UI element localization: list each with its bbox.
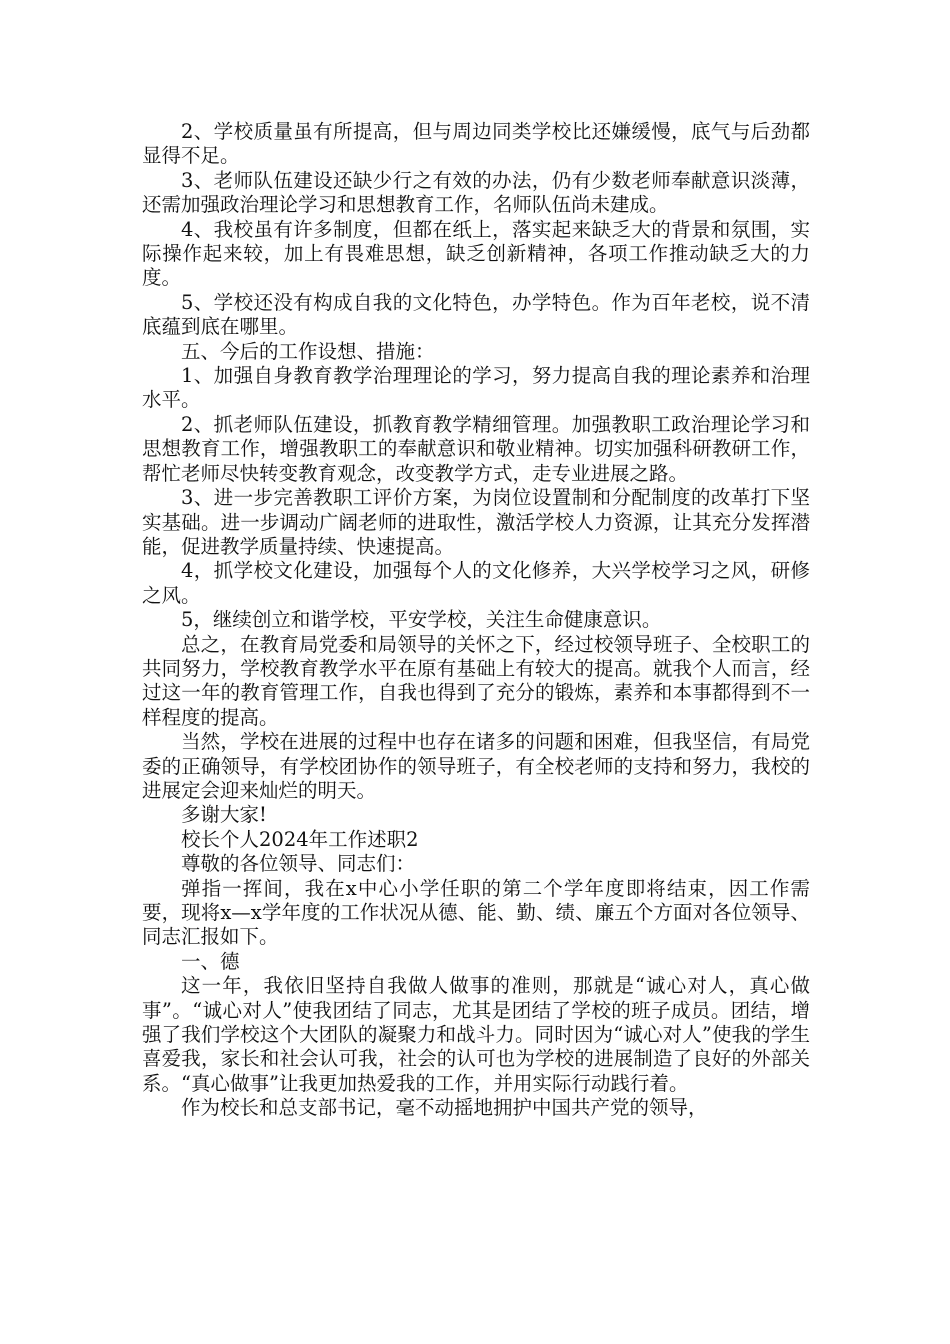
paragraph-1: 2、学校质量虽有所提高，但与周边同类学校比还嫌缓慢，底气与后劲都显得不足。 [142, 120, 810, 168]
salutation: 尊敬的各位领导、同志们： [181, 852, 416, 876]
document-body [142, 120, 810, 1121]
paragraph-14: 作为校长和总支部书记，毫不动摇地拥护中国共产党的领导， [181, 1096, 708, 1120]
document-title-2: 校长个人2024年工作述职2 [181, 827, 419, 851]
paragraph-9: 5，继续创立和谐学校，平安学校，关注生命健康意识。 [181, 608, 662, 632]
paragraph-5: 1、加强自身教育教学治理理论的学习，努力提高自我的理论素养和治理水平。 [142, 364, 810, 412]
section-heading-de: 一、德 [181, 949, 240, 973]
paragraph-7: 3、进一步完善教职工评价方案，为岗位设置制和分配制度的改革打下坚实基础。进一步调动广阔老师的进取性，激活学校人力资源，让其充分发挥潜能，促进教学质量持续、快速提高。 [142, 486, 810, 558]
paragraph-12: 弹指一挥间，我在x中心小学任职的第二个学年度即将结束，因工作需要，现将x—x学年度的工作状况从德、能、勤、绩、廉五个方面对各位领导、同志汇报如下。 [142, 876, 810, 949]
paragraph-6: 2、抓老师队伍建设，抓教育教学精细管理。加强教职工政治理论学习和思想教育工作，增强教职工的奉献意识和敬业精神。切实加强科研教研工作，帮忙老师尽快转变教育观念，改变教学方式，走专业进展之路。 [142, 412, 810, 485]
paragraph-3: 4、我校虽有许多制度，但都在纸上，落实起来缺乏大的背景和氛围，实际操作起来较，加上有畏难思想，缺乏创新精神，各项工作推动缺乏大的力度。 [142, 217, 810, 290]
paragraph-8: 4，抓学校文化建设，加强每个人的文化修养，大兴学校学习之风，研修之风。 [142, 559, 810, 607]
paragraph-2: 3、老师队伍建设还缺少行之有效的办法，仍有少数老师奉献意识淡薄，还需加强政治理论学习和思想教育工作，名师队伍尚未建成。 [142, 168, 810, 217]
closing-thanks: 多谢大家! [181, 803, 267, 827]
section-heading-plans: 五、今后的工作设想、措施： [181, 339, 435, 363]
paragraph-10: 总之，在教育局党委和局领导的关怀之下，经过校领导班子、全校职工的共同努力，学校教育教学水平在原有基础上有较大的提高。就我个人而言，经过这一年的教育管理工作，自我也得到了充分的锻炼，素养和本事都得到不一样程度的提高。 [142, 632, 810, 729]
paragraph-13: 这一年，我依旧坚持自我做人做事的准则，那就是“诚心对人，真心做事”。“诚心对人”使我团结了同志，尤其是团结了学校的班子成员。团结，增强了我们学校这个大团队的凝聚力和战斗力。同时因为“诚心对人”使我的学生喜爱我，家长和社会认可我，社会的认可也为学校的进展制造了良好的外部关系。“真心做事”让我更加热爱我的工作，并用实际行动践行着。 [142, 974, 810, 1095]
paragraph-11: 当然，学校在进展的过程中也存在诸多的问题和困难，但我坚信，有局党委的正确领导，有学校团协作的领导班子，有全校老师的支持和努力，我校的进展定会迎来灿烂的明天。 [142, 730, 810, 802]
paragraph-4: 5、学校还没有构成自我的文化特色，办学特色。作为百年老校，说不清底蕴到底在哪里。 [142, 290, 810, 339]
